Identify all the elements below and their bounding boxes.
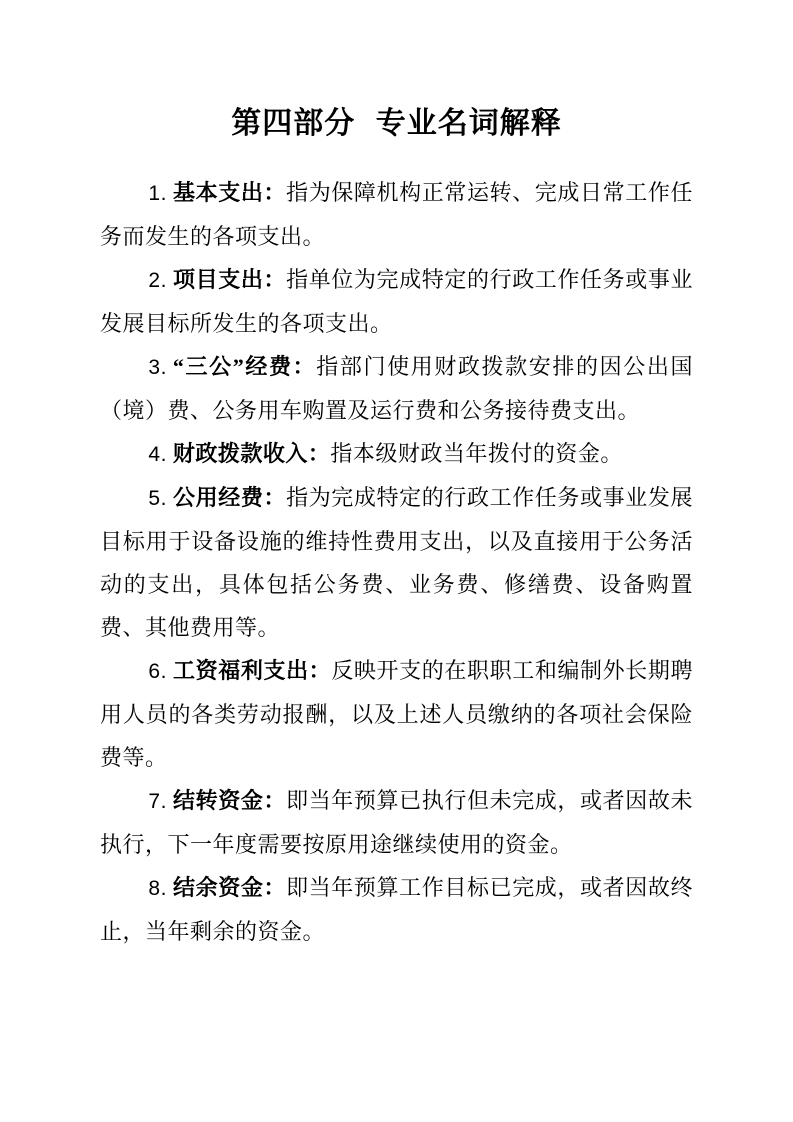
page-title: 第四部分 专业名词解释: [231, 107, 562, 140]
definition-item-salary-welfare-expenditure: [100, 649, 693, 779]
definition-item-three-public-funds: [100, 345, 693, 432]
item-term: “三公”经费：: [172, 354, 317, 379]
definition-item-public-funds: [100, 476, 693, 649]
item-term: 基本支出：: [172, 180, 287, 205]
item-number: 4.: [148, 443, 167, 466]
item-term: 结转资金：: [172, 788, 287, 813]
item-definition: 指单位为完成特定的行政工作任务或事业发展目标所发生的各项支出。: [100, 267, 693, 336]
definition-item-fiscal-appropriation-income: [100, 432, 693, 476]
item-term: 财政拨款收入：: [172, 441, 331, 466]
item-number: 1.: [148, 182, 167, 205]
item-number: 2.: [148, 269, 167, 292]
item-number: 7.: [148, 790, 167, 813]
item-number: 3.: [148, 356, 167, 379]
item-definition: 指为完成特定的行政工作任务或事业发展目标用于设备设施的维持性费用支出，以及直接用于公务活动的支出，具体包括公务费、业务费、修缮费、设备购置费、其他费用等。: [100, 485, 693, 640]
item-definition: 反映开支的在职职工和编制外长期聘用人员的各类劳动报酬，以及上述人员缴纳的各项社会保险费等。: [100, 658, 693, 770]
definition-item-project-expenditure: [100, 258, 693, 345]
definition-item-basic-expenditure: [100, 171, 693, 258]
item-definition: 即当年预算已执行但未完成，或者因故未执行，下一年度需要按原用途继续使用的资金。: [100, 788, 693, 857]
item-definition: 指部门使用财政拨款安排的因公出国（境）费、公务用车购置及运行费和公务接待费支出。: [100, 354, 693, 423]
item-number: 5.: [148, 487, 167, 510]
item-term: 公用经费：: [172, 485, 287, 510]
item-number: 8.: [148, 877, 167, 900]
definition-item-surplus-funds: [100, 866, 693, 953]
item-term: 工资福利支出：: [172, 658, 332, 683]
definition-item-carryover-funds: [100, 779, 693, 866]
definitions-list: [100, 171, 693, 953]
item-definition: 指为保障机构正常运转、完成日常工作任务而发生的各项支出。: [100, 180, 693, 249]
item-number: 6.: [148, 660, 167, 683]
item-term: 项目支出：: [172, 267, 287, 292]
item-term: 结余资金：: [172, 875, 287, 900]
item-definition: 即当年预算工作目标已完成，或者因故终止，当年剩余的资金。: [100, 875, 693, 944]
item-definition: 指本级财政当年拨付的资金。: [330, 441, 623, 466]
